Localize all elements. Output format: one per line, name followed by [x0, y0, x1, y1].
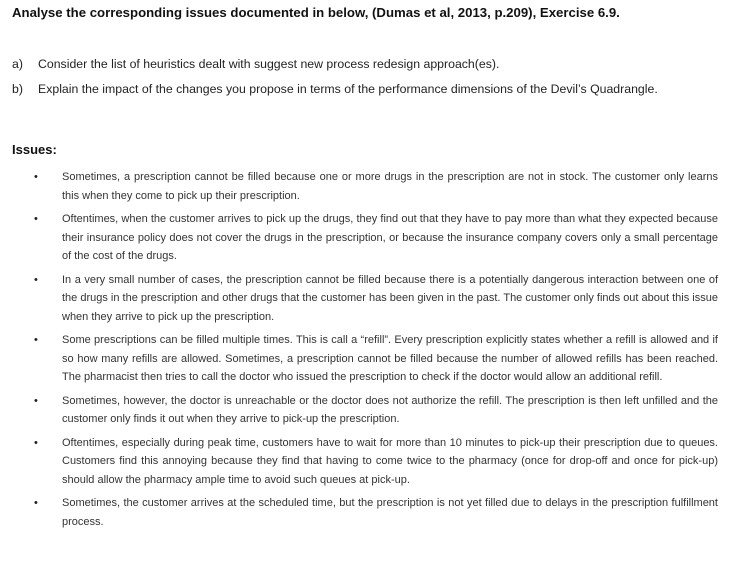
issue-item: [12, 271, 718, 327]
issue-text: In a very small number of cases, the prescription cannot be filled because there is a potentially dangerous interaction between one of the drugs in the prescription and other drugs that the customer has been given in the past. The customer only finds out about this issue when they arrive to pick up the prescription.: [62, 273, 718, 323]
issue-text: Oftentimes, when the customer arrives to pick up the drugs, they find out that they have to pay more than what they expected because their insurance policy does not cover the drugs in the prescription, or because the insurance company covers only a small percentage of the cost of the drugs.: [62, 213, 718, 262]
issue-item: [12, 392, 718, 429]
question-item: [12, 55, 732, 74]
issue-item: [12, 210, 718, 266]
bullet-icon: •: [34, 497, 38, 509]
page-title: Analyse the corresponding issues documented in below, (Dumas et al, 2013, p.209), Exercise 6.9.: [12, 5, 620, 20]
issue-item: [12, 168, 718, 205]
question-label: a): [12, 57, 23, 71]
issue-text: Some prescriptions can be filled multiple times. This is call a “refill”. Every prescription explicitly states whether a refill is allowed and if so how many refills are allowed. Sometimes, a prescription cannot be filled because the number of allowed refills has been reached. The pharmacist then tries to call the doctor who issued the prescription to check if the doctor would allow an additional refill.: [62, 334, 718, 383]
issue-item: [12, 331, 718, 387]
bullet-icon: •: [34, 436, 38, 449]
bullet-icon: •: [34, 334, 38, 346]
issue-item: [12, 434, 718, 490]
issues-heading: Issues:: [12, 142, 57, 157]
issue-text: Oftentimes, especially during peak time, customers have to wait for more than 10 minutes to pick-up their prescription due to queues. Customers find this annoying because they find that having to come twice to the pharmacy (once for drop-off and once for pick-up) should allow the pharmacy ample time to avoid such queues at pick-up.: [62, 436, 718, 486]
issue-text: Sometimes, however, the doctor is unreachable or the doctor does not authorize the refill. The prescription is then left unfilled and the customer only finds it out when they arrive to pick-up the prescription.: [62, 394, 718, 425]
question-label: b): [12, 82, 23, 96]
issue-item: [12, 494, 718, 531]
bullet-icon: •: [34, 213, 38, 225]
question-item: [12, 80, 732, 99]
bullet-icon: •: [34, 394, 38, 407]
question-list: [12, 55, 732, 105]
question-text: Explain the impact of the changes you propose in terms of the performance dimensions of the Devil’s Quadrangle.: [38, 82, 658, 96]
bullet-icon: •: [34, 171, 38, 183]
bullet-icon: •: [34, 273, 38, 286]
issue-list: [12, 168, 718, 536]
question-text: Consider the list of heuristics dealt with suggest new process redesign approach(es).: [38, 57, 500, 71]
issue-text: Sometimes, a prescription cannot be filled because one or more drugs in the prescription are not in stock. The customer only learns this when they come to pick up their prescription.: [62, 171, 718, 202]
issue-text: Sometimes, the customer arrives at the scheduled time, but the prescription is not yet filled due to delays in the prescription fulfillment process.: [62, 497, 718, 528]
